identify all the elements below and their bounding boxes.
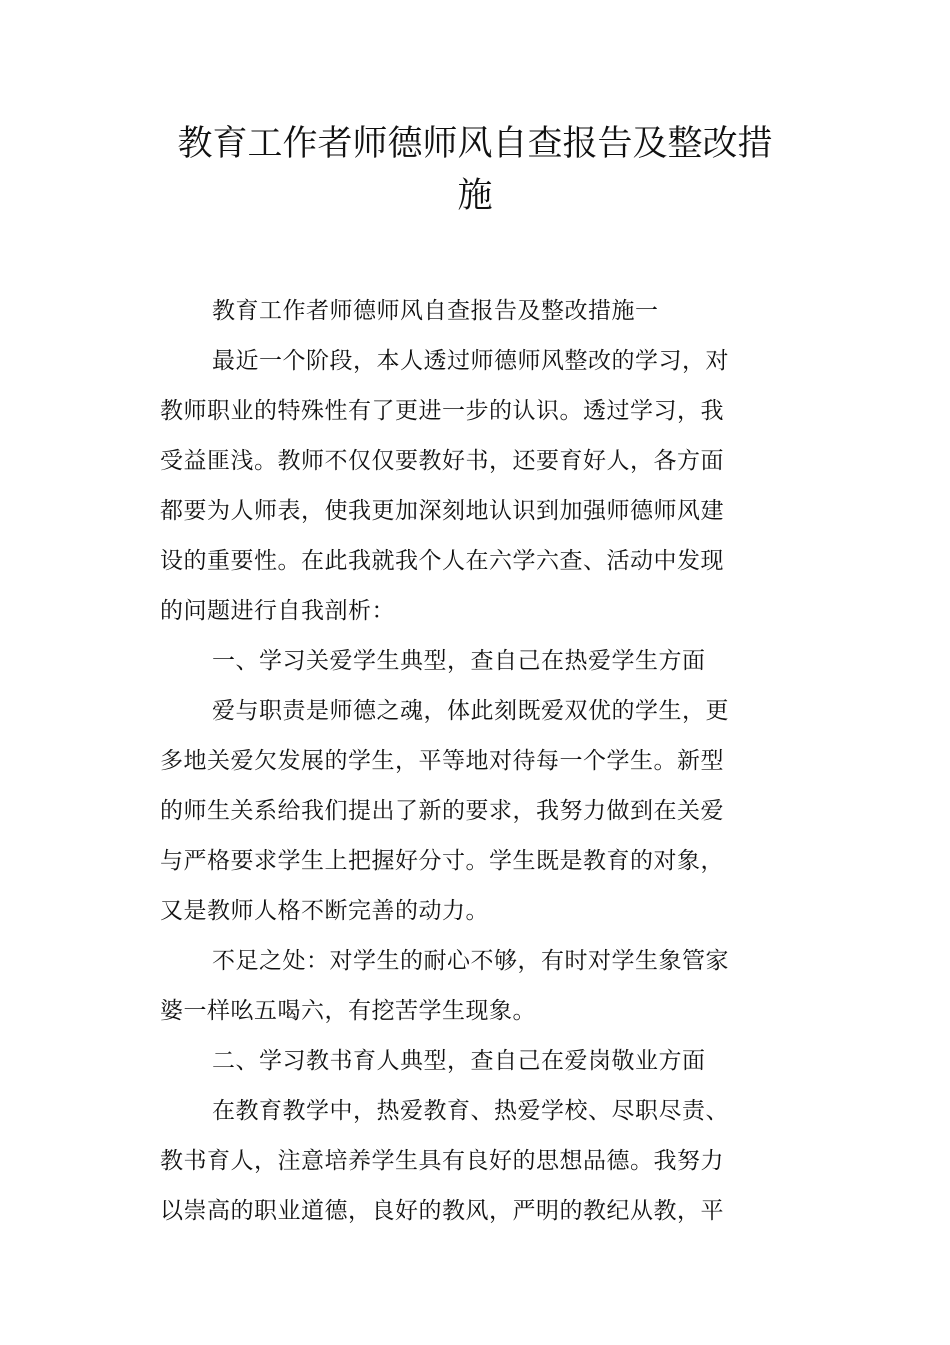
title-line: 施: [457, 176, 493, 216]
body-line: 受益匪浅。教师不仅仅要教好书，还要育好人，各方面: [160, 448, 724, 474]
document-title: [160, 118, 790, 222]
body-line: 一、学习关爱学生典型，查自己在热爱学生方面: [212, 648, 706, 674]
body-line: 的问题进行自我剖析：: [160, 598, 395, 624]
body-line: 二、学习教书育人典型，查自己在爱岗敬业方面: [212, 1048, 706, 1074]
body-line: 又是教师人格不断完善的动力。: [160, 898, 489, 924]
body-line: 与严格要求学生上把握好分寸。学生既是教育的对象，: [160, 848, 724, 874]
body-line: 多地关爱欠发展的学生，平等地对待每一个学生。新型: [160, 748, 724, 774]
body-line: 教书育人，注意培养学生具有良好的思想品德。我努力: [160, 1148, 724, 1174]
body-line: 教师职业的特殊性有了更进一步的认识。透过学习，我: [160, 398, 724, 424]
document-body: [160, 286, 729, 1236]
body-line: 以崇高的职业道德，良好的教风，严明的教纪从教，平: [160, 1198, 724, 1224]
body-line: 爱与职责是师德之魂，体此刻既爱双优的学生，更: [212, 698, 729, 724]
body-line: 设的重要性。在此我就我个人在六学六查、活动中发现: [160, 548, 724, 574]
body-line: 都要为人师表，使我更加深刻地认识到加强师德师风建: [160, 498, 724, 524]
body-line: 最近一个阶段，本人透过师德师风整改的学习，对: [212, 348, 729, 374]
body-line: 的师生关系给我们提出了新的要求，我努力做到在关爱: [160, 798, 724, 824]
title-line: 教育工作者师德师风自查报告及整改措: [177, 124, 773, 164]
body-line: 教育工作者师德师风自查报告及整改措施一: [212, 298, 659, 324]
body-line: 婆一样吆五喝六，有挖苦学生现象。: [160, 998, 536, 1024]
body-line: 不足之处：对学生的耐心不够，有时对学生象管家: [212, 948, 729, 974]
body-line: 在教育教学中，热爱教育、热爱学校、尽职尽责、: [212, 1098, 729, 1124]
